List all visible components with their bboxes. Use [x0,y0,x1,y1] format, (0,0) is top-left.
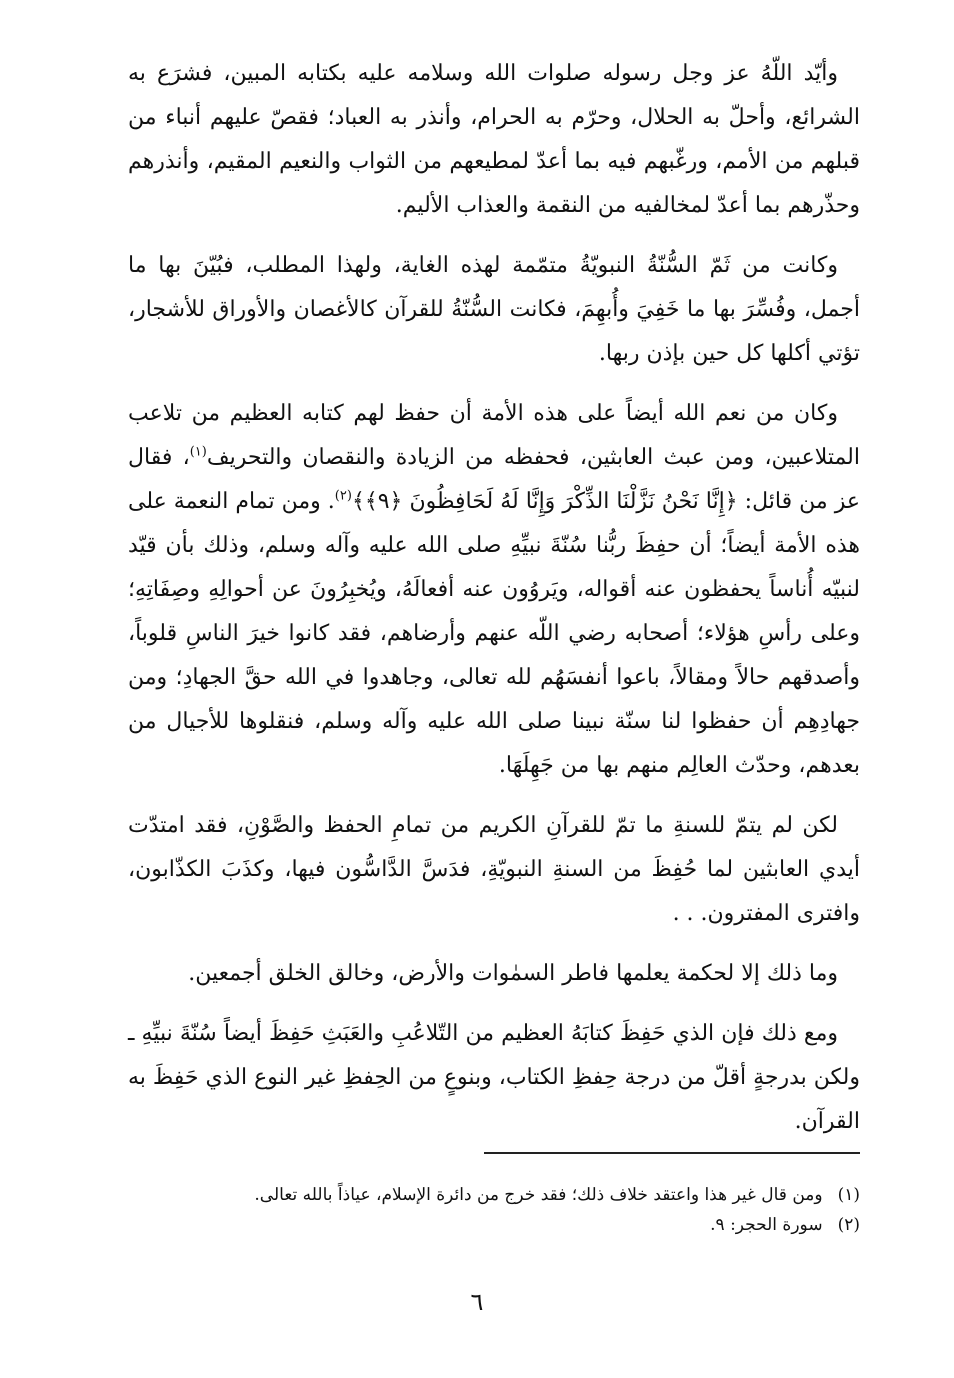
footnote-2 [128,1210,860,1240]
footnotes [128,1180,860,1240]
footnote-2-text: سورة الحجر: ٩. [710,1215,823,1235]
page-body [128,52,860,1160]
paragraph-3-text-a: وكان من نعم الله أيضاً على هذه الأمة أن حفظ لهم كتابه العظيم من تلاعب المتلاعبين، ومن عبث العابثين، فحفظه من الزيادة والنقصان والتحريف [128,401,860,470]
paragraph-6: ومع ذلك فإن الذي حَفِظَ كتابَهُ العظيم من التّلاعُبِ والعَبَثِ حَفِظَ أيضاً سُنّةَ نبيِّهِ ـ ولكن بدرجةٍ أقلّ من درجة حِفظِ الكتاب، وبنوعٍ من الحِفظِ غير النوع الذي حَفِظَ به القرآن. [128,1021,860,1134]
paragraph-3-text-c: . [320,489,335,514]
footnote-1-number: (١) [837,1185,860,1205]
footnote-1-text: ومن قال غير هذا واعتقد خلاف ذلك؛ فقد خرج من دائرة الإسلام، عياذاً بالله تعالى. [254,1185,823,1205]
footnote-1 [128,1180,860,1210]
paragraph-3-text-b: ، فقال عز من قائل: ﴿إِنَّا نَحْنُ نَزَّلْنَا الذِّكْرَ وَإِنَّا لَهُ لَحَافِظُونَ ﴿٩﴾﴾ [128,445,860,514]
footnote-marker-1[interactable]: (١) [189,444,207,460]
paragraph-3-text-d: ومن تمام النعمة على هذه الأمة أيضاً؛ أن حفِظَ ربُّنا سُنّةَ نبيِّهِ صلى الله عليه وآله وسلم، وذلك بأن قيّد لنبيّه أُناساً يحفظون عنه أقواله، ويَروُون عنه أفعالَهُ، ويُخبِرُونَ عن أحوالِهِ وصِفَاتِهِ؛ وعلى رأسِ هؤلاء؛ أصحابه رضي اللّه عنهم وأرضاهم، فقد كانوا خيرَ الناسِ قلوباً، وأصدقهم حالاً ومقالاً، باعوا أنفسَهُم لله تعالى، وجاهدوا في الله حقَّ الجهادِ؛ ومن جهادِهِم أن حفظوا لنا سنّة نبينا صلى الله عليه وآله وسلم، فنقلوها للأجيال من بعدهم، وحدّث العالِم منهم بها من جَهِلَهَا. [128,489,860,778]
paragraph-2: وكانت من ثَمّ السُّنّةُ النبويّةُ متمّمة لهذه الغاية، ولهذا المطلب، فبُيّنَ بها ما أجمل، وفُسِّرَ بها ما خَفِيَ وأُبهِمَ، فكانت السُّنّةُ للقرآن كالأغصان والأوراق للأشجار، تؤتي أكلها كل حين بإذن ربها. [128,253,860,366]
footnote-marker-2[interactable]: (٢) [334,488,352,504]
footnote-2-number: (٢) [837,1215,860,1235]
paragraph-1: وأيّد اللّهُ عز وجل رسوله صلوات الله وسلامه عليه بكتابه المبين، فشرَع به الشرائع، وأحلّ به الحلال، وحرّم به الحرام، وأنذر به العباد؛ فقصّ عليهم أنباء من قبلهم من الأمم، ورغّبهم فيه بما أعدّ لمطيعهم من الثواب والنعيم المقيم، وأنذرهم وحذّرهم بما أعدّ لمخالفيه من النقمة والعذاب الأليم. [128,61,860,218]
paragraph-4: لكن لم يتمّ للسنةِ ما تمّ للقرآنِ الكريم من تمامِ الحفظ والصَّوْنِ، فقد امتدّت أيدي العابثين لما حُفِظَ من السنةِ النبويّةِ، فدَسَّ الدَّاسُّون فيها، وكذَبَ الكذّابون، وافترى المفترون. . . [128,813,860,926]
page-number: ٦ [470,1288,484,1316]
footnote-divider [484,1152,860,1154]
paragraph-3 [128,392,860,788]
paragraph-5: وما ذلك إلا لحكمة يعلمها فاطر السمٰوات والأرض، وخالق الخلق أجمعين. [188,961,838,986]
